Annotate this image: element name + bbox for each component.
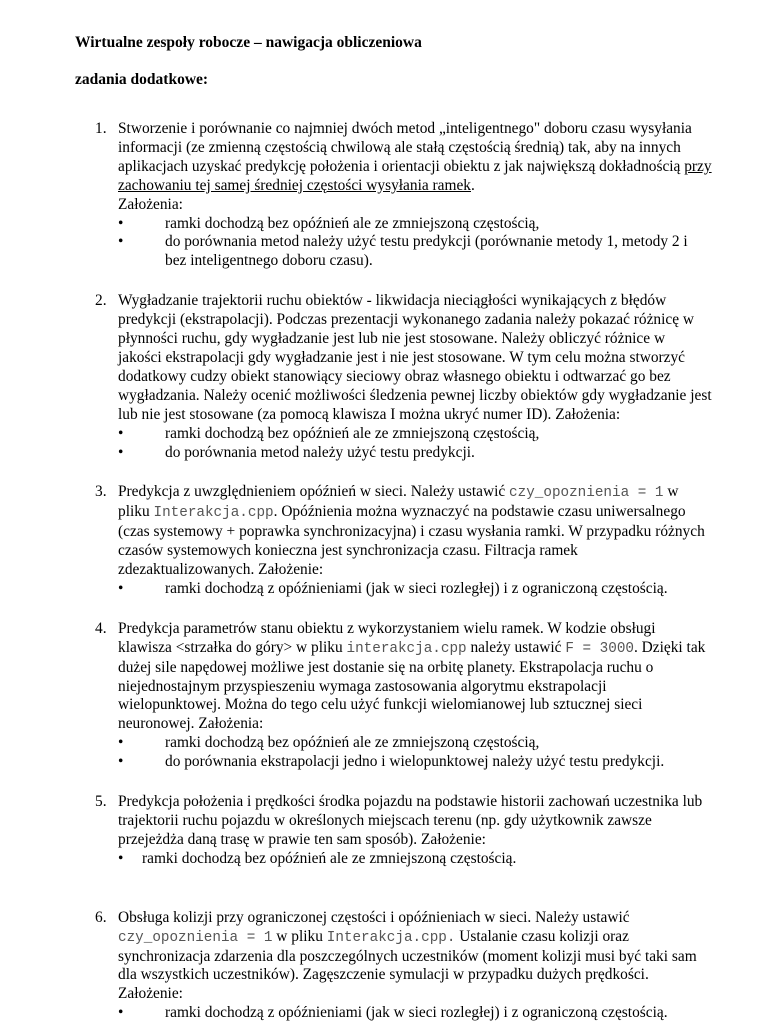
code-snippet: interakcja.cpp bbox=[346, 640, 467, 657]
bullet-icon: • bbox=[118, 424, 124, 442]
task-text: Predykcja z uwzględnieniem opóźnień w sieci. Należy ustawić bbox=[118, 483, 510, 501]
bullet-text: do porównania metod należy użyć testu predykcji. bbox=[165, 443, 475, 461]
task-number: 2. bbox=[95, 292, 107, 310]
code-snippet: Interakcja.cpp. bbox=[326, 929, 456, 946]
task-description bbox=[118, 483, 712, 580]
task-number: 1. bbox=[95, 120, 107, 137]
task-text: należy ustawić bbox=[466, 638, 566, 656]
task-text: . Dzięki tak dużej sile napędowej możliwe jest dostanie się na orbitę planety. Ekstrapolacja ruchu o niejednostajnym przyspieszeniu wymaga zastosowania algorytmu ekstrapolacji wielopunktowej. Można do tego celu użyć funkcji wielomianowej lub sztucznej sieci neuronowej. Założenia: bbox=[118, 638, 706, 733]
bullet-icon: • bbox=[118, 753, 124, 771]
bullet-icon: • bbox=[118, 443, 124, 461]
task-number: 4. bbox=[95, 619, 107, 637]
bullet-text: ramki dochodzą bez opóźnień ale ze zmniejszoną częstością, bbox=[165, 424, 540, 442]
code-snippet: Interakcja.cpp bbox=[153, 505, 274, 522]
task-item-3 bbox=[0, 483, 712, 598]
task-number: 3. bbox=[95, 483, 107, 501]
bullet-icon: • bbox=[118, 1004, 124, 1022]
code-snippet: czy_opoznienia = 1 bbox=[509, 485, 664, 502]
bullet-item bbox=[118, 215, 712, 234]
bullet-item bbox=[118, 444, 712, 463]
task-text: . bbox=[471, 176, 475, 194]
bullet-text: ramki dochodzą z opóźnieniami (jak w sieci rozległej) i z ograniczoną częstością. bbox=[165, 579, 668, 597]
bullet-item bbox=[118, 734, 712, 753]
task-description bbox=[118, 620, 712, 734]
bullet-item bbox=[118, 233, 712, 271]
bullet-icon: • bbox=[118, 214, 124, 232]
assumptions-label: Założenia: bbox=[118, 195, 183, 213]
document-subtitle: zadania dodatkowe: bbox=[75, 71, 209, 88]
task-list bbox=[0, 120, 768, 1023]
task-description bbox=[118, 909, 712, 1005]
task-item-1 bbox=[0, 120, 712, 271]
bullet-text: ramki dochodzą bez opóźnień ale ze zmniejszoną częstością, bbox=[165, 734, 540, 752]
bullet-icon: • bbox=[118, 233, 124, 251]
code-snippet: F = 3000 bbox=[565, 640, 634, 657]
task-text: Stworzenie i porównanie co najmniej dwóch metod „inteligentnego" doboru czasu wysyłania informacji (ze zmienną częstością chwilową ale stałą częstością średnią) tak, aby na innych aplikacjach uzyskać predykcję położenia i orientacji obiektu z jak największą dokładnością bbox=[118, 120, 692, 175]
bullet-item bbox=[118, 753, 712, 772]
bullet-text: do porównania metod należy użyć testu predykcji (porównanie metody 1, metody 2 i bez inteligentnego doboru czasu). bbox=[165, 233, 688, 270]
task-item-2 bbox=[0, 292, 712, 462]
task-text: Obsługa kolizji przy ograniczonej częstości i opóźnieniach w sieci. Należy ustawić bbox=[118, 908, 630, 926]
bullet-item bbox=[118, 425, 712, 444]
task-text: w pliku bbox=[272, 927, 327, 945]
code-snippet: czy_opoznienia = 1 bbox=[118, 929, 273, 946]
task-text: w pliku bbox=[118, 483, 679, 521]
task-item-4 bbox=[0, 620, 712, 772]
bullet-icon: • bbox=[118, 849, 124, 867]
task-item-5 bbox=[0, 793, 712, 869]
underlined-text: przy zachowaniu tej samej średniej częstości wysyłania ramek bbox=[118, 157, 712, 194]
bullet-text: do porównania ekstrapolacji jedno i wielopunktowej należy użyć testu predykcji. bbox=[165, 753, 665, 771]
task-description: Wygładzanie trajektorii ruchu obiektów - likwidacja nieciągłości wynikających z błędów predykcji (ekstrapolacji). Podczas prezentacji wykonanego zadania należy pokazać różnicę w płynności ruchu, gdy wygładzanie jest lub nie jest stosowane. Należy obliczyć różnice w jakości ekstrapolacji gdy wygładzanie jest i nie jest stosowane. W tym celu można stworzyć dodatkowy cudzy obiekt stanowiący sieciowy obraz własnego obiektu i odtwarzać go bez wygładzania. Należy ocenić możliwości śledzenia pewnej liczby obiektów gdy wygładzanie jest lub nie jest stosowane (za pomocą klawisza I można ukryć numer ID). Założenia: bbox=[118, 292, 712, 423]
bullet-item bbox=[118, 1004, 712, 1023]
bullet-item bbox=[118, 850, 712, 869]
bullet-icon: • bbox=[118, 579, 124, 597]
bullet-icon: • bbox=[118, 734, 124, 752]
bullet-text: ramki dochodzą bez opóźnień ale ze zmniejszoną częstością. bbox=[142, 849, 517, 867]
task-text: Predykcja parametrów stanu obiektu z wykorzystaniem wielu ramek. W kodzie obsługi klawisza <strzałka do góry> w pliku bbox=[118, 619, 656, 656]
task-number: 5. bbox=[95, 793, 107, 811]
task-text: . Opóźnienia można wyznaczyć na podstawie czasu uniwersalnego (czas systemowy + poprawka synchronizacyjna) i czasu wysłania ramki. W przypadku różnych czasów systemowych konieczna jest synchronizacja czasu. Filtracja ramek zdezaktualizowanych. Założenie: bbox=[118, 503, 705, 579]
bullet-text: ramki dochodzą z opóźnieniami (jak w sieci rozległej) i z ograniczoną częstością. bbox=[165, 1004, 668, 1022]
task-description: Predykcja położenia i prędkości środka pojazdu na podstawie historii zachowań uczestnika lub trajektorii ruchu pojazdu w określonych miejscach terenu (np. gdy użytkownik zawsze przejeżdża daną trasę w prawie ten sam sposób). Założenie: bbox=[118, 793, 703, 848]
task-description bbox=[118, 120, 712, 196]
bullet-item bbox=[118, 580, 712, 599]
task-text: Ustalanie czasu kolizji oraz synchronizacja zdarzenia dla poszczególnych uczestników (moment kolizji musi być taki sam dla wszystkich uczestników). Zagęszczenie symulacji w przypadku dużych prędkości. Założenie: bbox=[118, 927, 697, 1003]
document-title: Wirtualne zespoły robocze – nawigacja obliczeniowa bbox=[75, 34, 422, 51]
bullet-text: ramki dochodzą bez opóźnień ale ze zmniejszoną częstością, bbox=[165, 214, 540, 232]
task-item-6 bbox=[0, 909, 712, 1023]
task-number: 6. bbox=[95, 908, 107, 926]
